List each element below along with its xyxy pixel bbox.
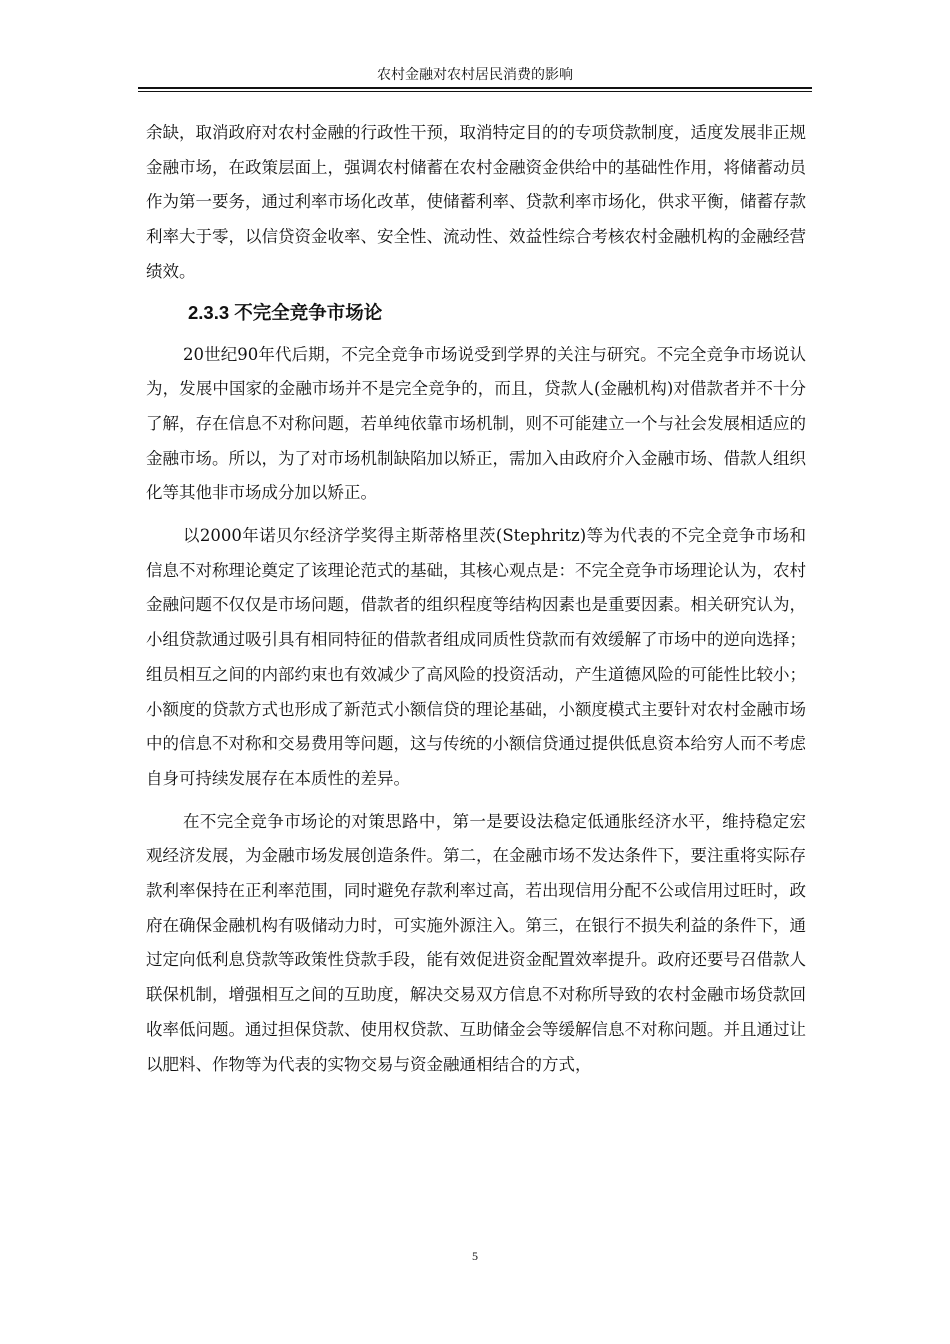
header-rule-thin (138, 91, 812, 92)
page-body (146, 116, 806, 1082)
body-paragraph: 在不完全竞争市场论的对策思路中，第一是要设法稳定低通胀经济水平，维持稳定宏观经济发展，为金融市场发展创造条件。第二，在金融市场不发达条件下，要注重将实际存款利率保持在正利率范围，同时避免存款利率过高，若出现信用分配不公或信用过旺时，政府在确保金融机构有吸储动力时，可实施外源注入。第三，在银行不损失利益的条件下，通过定向低利息贷款等政策性贷款手段，能有效促进资金配置效率提升。政府还要号召借款人联保机制，增强相互之间的互助度，解决交易双方信息不对称所导致的农村金融市场贷款回收率低问题。通过担保贷款、使用权贷款、互助储金会等缓解信息不对称问题。并且通过让以肥料、作物等为代表的实物交易与资金融通相结合的方式， (146, 811, 806, 1074)
section-heading: 2.3.3 不完全竞争市场论 (188, 301, 383, 323)
running-header-title: 农村金融对农村居民消费的影响 (377, 67, 573, 83)
page-number: 5 (472, 1249, 478, 1263)
body-paragraph: 20世纪90年代后期，不完全竞争市场说受到学界的关注与研究。不完全竞争市场说认为，发展中国家的金融市场并不是完全竞争的，而且，贷款人(金融机构)对借款者并不十分了解，存在信息不对称问题，若单纯依靠市场机制，则不可能建立一个与社会发展相适应的金融市场。所以，为了对市场机制缺陷加以矫正，需加入由政府介入金融市场、借款人组织化等其他非市场成分加以矫正。 (146, 344, 806, 503)
header-rule-thick (138, 87, 812, 89)
intro-paragraph: 余缺，取消政府对农村金融的行政性干预，取消特定目的的专项贷款制度，适度发展非正规金融市场，在政策层面上，强调农村储蓄在农村金融资金供给中的基础性作用，将储蓄动员作为第一要务，通过利率市场化改革，使储蓄利率、贷款利率市场化，供求平衡，储蓄存款利率大于零，以信贷资金收率、安全性、流动性、效益性综合考核农村金融机构的金融经营绩效。 (146, 123, 806, 281)
body-paragraph: 以2000年诺贝尔经济学奖得主斯蒂格里茨(Stephritz)等为代表的不完全竞争市场和信息不对称理论奠定了该理论范式的基础，其核心观点是：不完全竞争市场理论认为，农村金融问题不仅仅是市场问题，借款者的组织程度等结构因素也是重要因素。相关研究认为，小组贷款通过吸引具有相同特征的借款者组成同质性贷款而有效缓解了市场中的逆向选择；组员相互之间的内部约束也有效减少了高风险的投资活动，产生道德风险的可能性比较小；小额度的贷款方式也形成了新范式小额信贷的理论基础，小额度模式主要针对农村金融市场中的信息不对称和交易费用等问题，这与传统的小额信贷通过提供低息资本给穷人而不考虑自身可持续发展存在本质性的差异。 (146, 526, 806, 788)
